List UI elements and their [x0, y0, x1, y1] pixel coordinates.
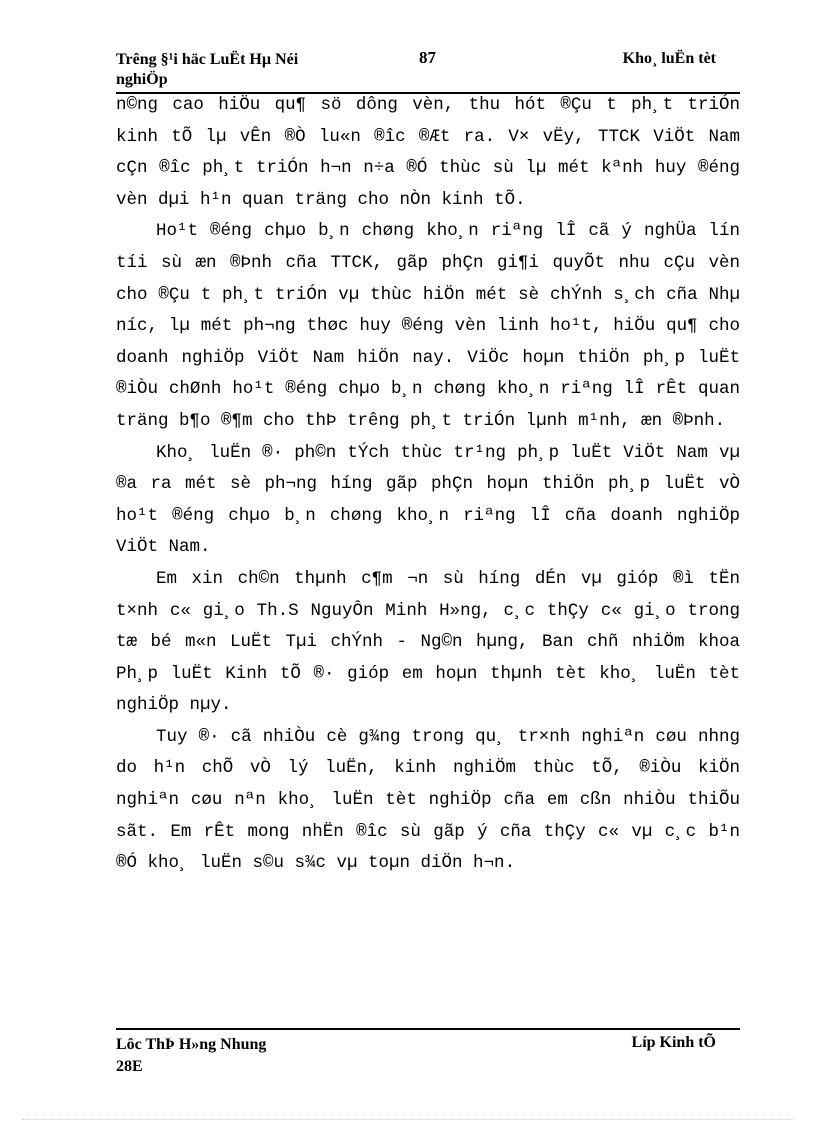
body-paragraph-3: Kho¸ luËn ®· ph©n tÝch thùc tr¹ng ph¸p luËt ViÖt Nam vµ ®a ra mét sè ph¬ng híng gãp phÇn hoµn thiÖn ph¸p luËt vÒ ho¹t ®éng chµo b¸n chøng kho¸n riªng lÎ cña doanh nghiÖp ViÖt Nam. — [116, 442, 740, 558]
header-institution-line-2: nghiÖp — [116, 71, 168, 88]
body-paragraph-4: Em xin ch©n thµnh c¶m ¬n sù híng dÉn vµ gióp ®ì tËn t×nh c« gi¸o Th.S NguyÔn Minh H»ng, c¸c thÇy c« gi¸o trong tæ bé m«n LuËt Tµi chÝnh - Ng©n hµng, Ban chñ nhiÖm khoa Ph¸p luËt Kinh tÕ ®· gióp em hoµn thµnh tèt kho¸ luËn tèt nghiÖp nµy. — [116, 568, 740, 716]
header-institution-line-1: Trêng §¹i häc LuËt Hµ Néi — [116, 51, 299, 68]
footer-author-name: Lôc ThÞ H»ng Nhung — [116, 1036, 267, 1053]
page-edge-divider — [22, 1119, 794, 1120]
footer-author — [116, 1034, 366, 1078]
body-paragraph-2: Ho¹t ®éng chµo b¸n chøng kho¸n riªng lÎ cã ý nghÜa lín tíi sù æn ®Þnh cña TTCK, gãp phÇn gi¶i quyÕt nhu cÇu vèn cho ®Çu t ph¸t triÓn vµ thùc hiÖn mét sè chÝnh s¸ch cña Nhµ níc, lµ mét ph¬ng thøc huy ®éng vèn linh ho¹t, hiÖu qu¶ cho doanh nghiÖp ViÖt Nam hiÖn nay. ViÖc hoµn thiÖn ph¸p luËt ®iÒu chØnh ho¹t ®éng chµo b¸n chøng kho¸n riªng lÎ rÊt quan träng b¶o ®¶m cho thÞ trêng ph¸t triÓn lµnh m¹nh, æn ®Þnh. — [116, 221, 740, 431]
body-paragraph-5: Tuy ®· cã nhiÒu cè g¾ng trong qu¸ tr×nh nghiªn cøu nhng do h¹n chÕ vÒ lý luËn, kinh nghiÖm thùc tÕ, ®iÒu kiÖn nghiªn cøu nªn kho¸ luËn tèt nghiÖp cña em cßn nhiÒu thiÕu sãt. Em rÊt mong nhËn ®îc sù gãp ý cña thÇy c« vµ c¸c b¹n ®Ó kho¸ luËn s©u s¾c vµ toµn diÖn h¬n. — [116, 726, 740, 874]
footer-divider — [116, 1028, 740, 1030]
header-document-type: Kho¸ luËn tèt — [622, 50, 716, 67]
document-body — [116, 90, 740, 880]
footer-author-class-code: 28E — [116, 1058, 143, 1075]
footer-class: Líp Kinh tÕ — [631, 1034, 716, 1051]
page-header-institution — [116, 50, 376, 90]
body-paragraph-1: n©ng cao hiÖu qu¶ sö dông vèn, thu hót ®Çu t ph¸t triÓn kinh tÕ lµ vÊn ®Ò lu«n ®îc ®Æt ra. V× vËy, TTCK ViÖt Nam cÇn ®îc ph¸t triÓn h¬n n÷a ®Ó thùc sù lµ mét kªnh huy ®éng vèn dµi h¹n quan träng cho nÒn kinh tÕ. — [116, 95, 740, 210]
page-number: 87 — [419, 48, 436, 67]
